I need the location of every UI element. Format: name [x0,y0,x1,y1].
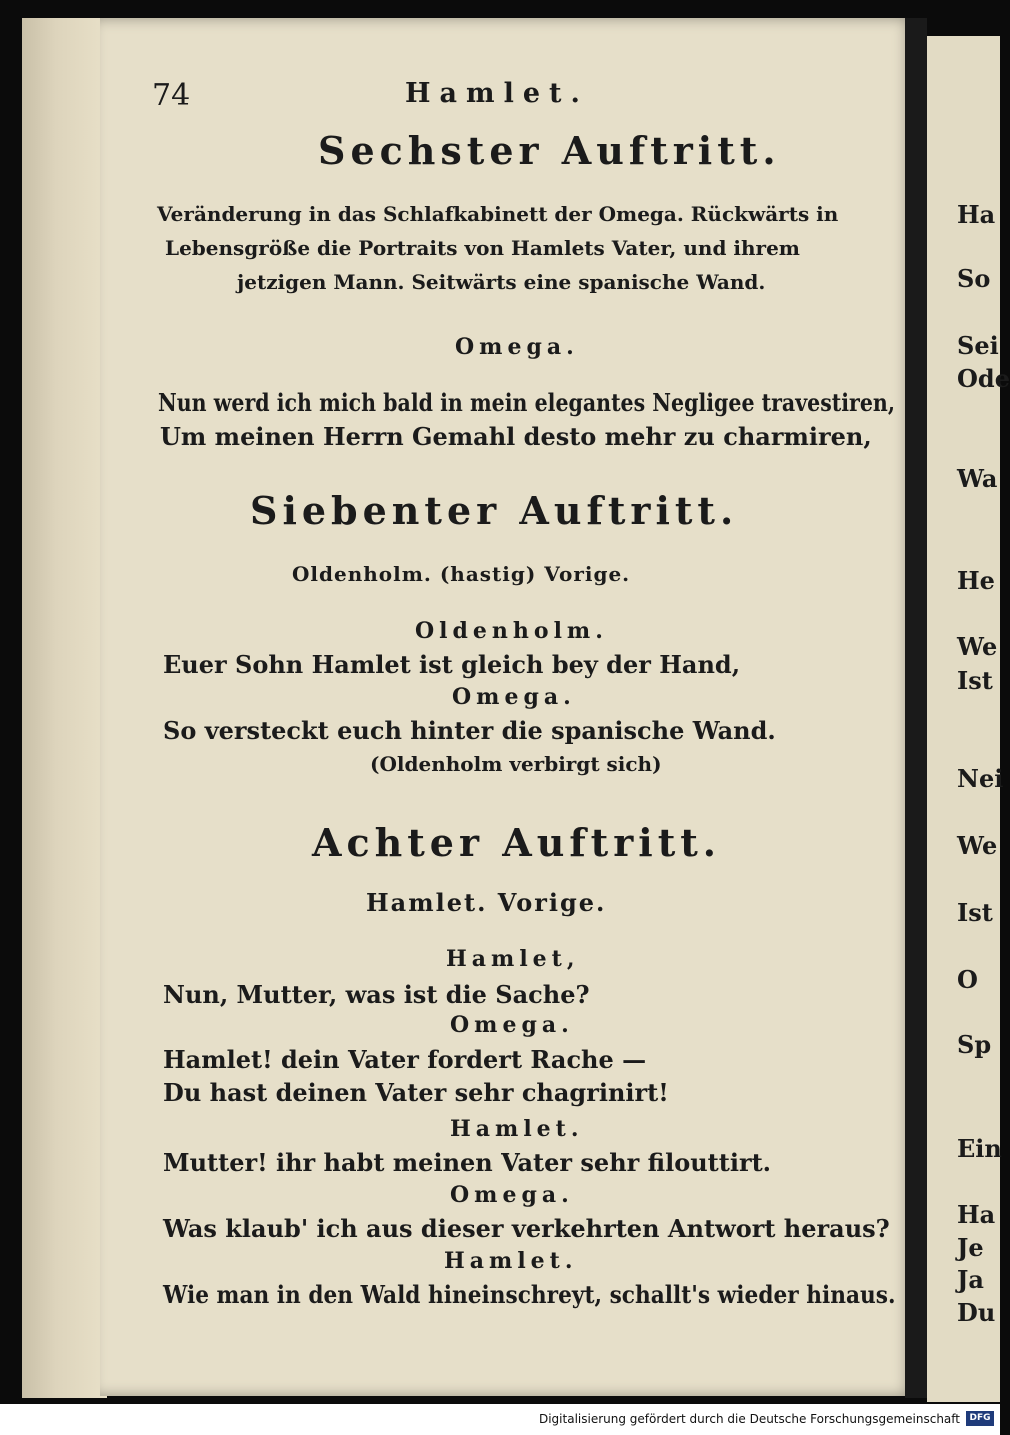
stage-direction-line: jetzigen Mann. Seitwärts eine spanische Wand. [237,270,766,294]
stage-note: (Oldenholm verbirgt sich) [370,752,662,776]
next-page-word: Ode [957,364,1010,393]
stage-direction-line: Lebensgröße die Portraits von Hamlets Vater, und ihrem [165,236,800,260]
stage-direction-line: Veränderung in das Schlafkabinett der Omega. Rückwärts in [157,202,839,226]
next-page-word: Ha [957,1200,996,1229]
footer-bar [0,1404,1000,1435]
next-page-word: Ein [957,1134,1002,1163]
next-page-word: We [957,632,998,661]
next-page-word: We [957,831,998,860]
next-page-word: Je [957,1233,984,1262]
book-gutter [905,18,927,1398]
next-page-word: Ist [957,898,993,927]
verse-line: Nun, Mutter, was ist die Sache? [163,980,590,1009]
cast-list: Oldenholm. (hastig) Vorige. [292,562,631,586]
verse-line: Nun werd ich mich bald in mein elegantes Negligee travestiren, [158,388,895,417]
next-page-word: Wa [957,464,998,493]
verse-line: Euer Sohn Hamlet ist gleich bey der Hand, [163,650,741,679]
speaker-name: Omega. [455,334,579,360]
verse-line: Hamlet! dein Vater fordert Rache — [163,1045,647,1074]
verse-line: Was klaub' ich aus dieser verkehrten Antwort heraus? [163,1214,890,1243]
page-edge [22,18,107,1398]
next-page-word: O [957,965,978,994]
scene-title: Siebenter Auftritt. [250,488,739,533]
next-page-word: He [957,566,995,595]
speaker-name: Omega. [452,684,576,710]
next-page-fragment [927,36,1010,1402]
speaker-name: Hamlet. [444,1248,578,1274]
scene-title: Sechster Auftritt. [318,128,781,173]
speaker-name: Hamlet. [450,1116,584,1142]
scene-title: Achter Auftritt. [312,820,722,865]
next-page-word: Nei [957,764,1004,793]
verse-line: Wie man in den Wald hineinschreyt, schallt's wieder hinaus. [163,1280,896,1309]
speaker-name: Omega. [450,1012,574,1038]
next-page-word: Du [957,1298,996,1327]
next-page-word: Ist [957,666,993,695]
speaker-name: Hamlet, [446,946,580,972]
speaker-name: Omega. [450,1182,574,1208]
verse-line: Mutter! ihr habt meinen Vater sehr filouttirt. [163,1148,772,1177]
next-page-word: Sp [957,1030,992,1059]
next-page-word: Ha [957,200,996,229]
next-page-word: Sei [957,331,999,360]
footer-credit: Digitalisierung gefördert durch die Deutsche Forschungsgemeinschaft [538,1412,960,1426]
next-page-word: So [957,264,991,293]
verse-line: So versteckt euch hinter die spanische Wand. [163,716,776,745]
verse-line: Um meinen Herrn Gemahl desto mehr zu charmiren, [160,422,872,451]
verse-line: Du hast deinen Vater sehr chagrinirt! [163,1078,669,1107]
speaker-name: Oldenholm. [415,618,608,644]
running-head: Hamlet. [405,78,589,109]
dfg-logo: DFG [966,1411,994,1426]
page-number: 74 [152,78,191,113]
next-page-word: Ja [957,1265,984,1294]
cast-list: Hamlet. Vorige. [366,888,607,917]
